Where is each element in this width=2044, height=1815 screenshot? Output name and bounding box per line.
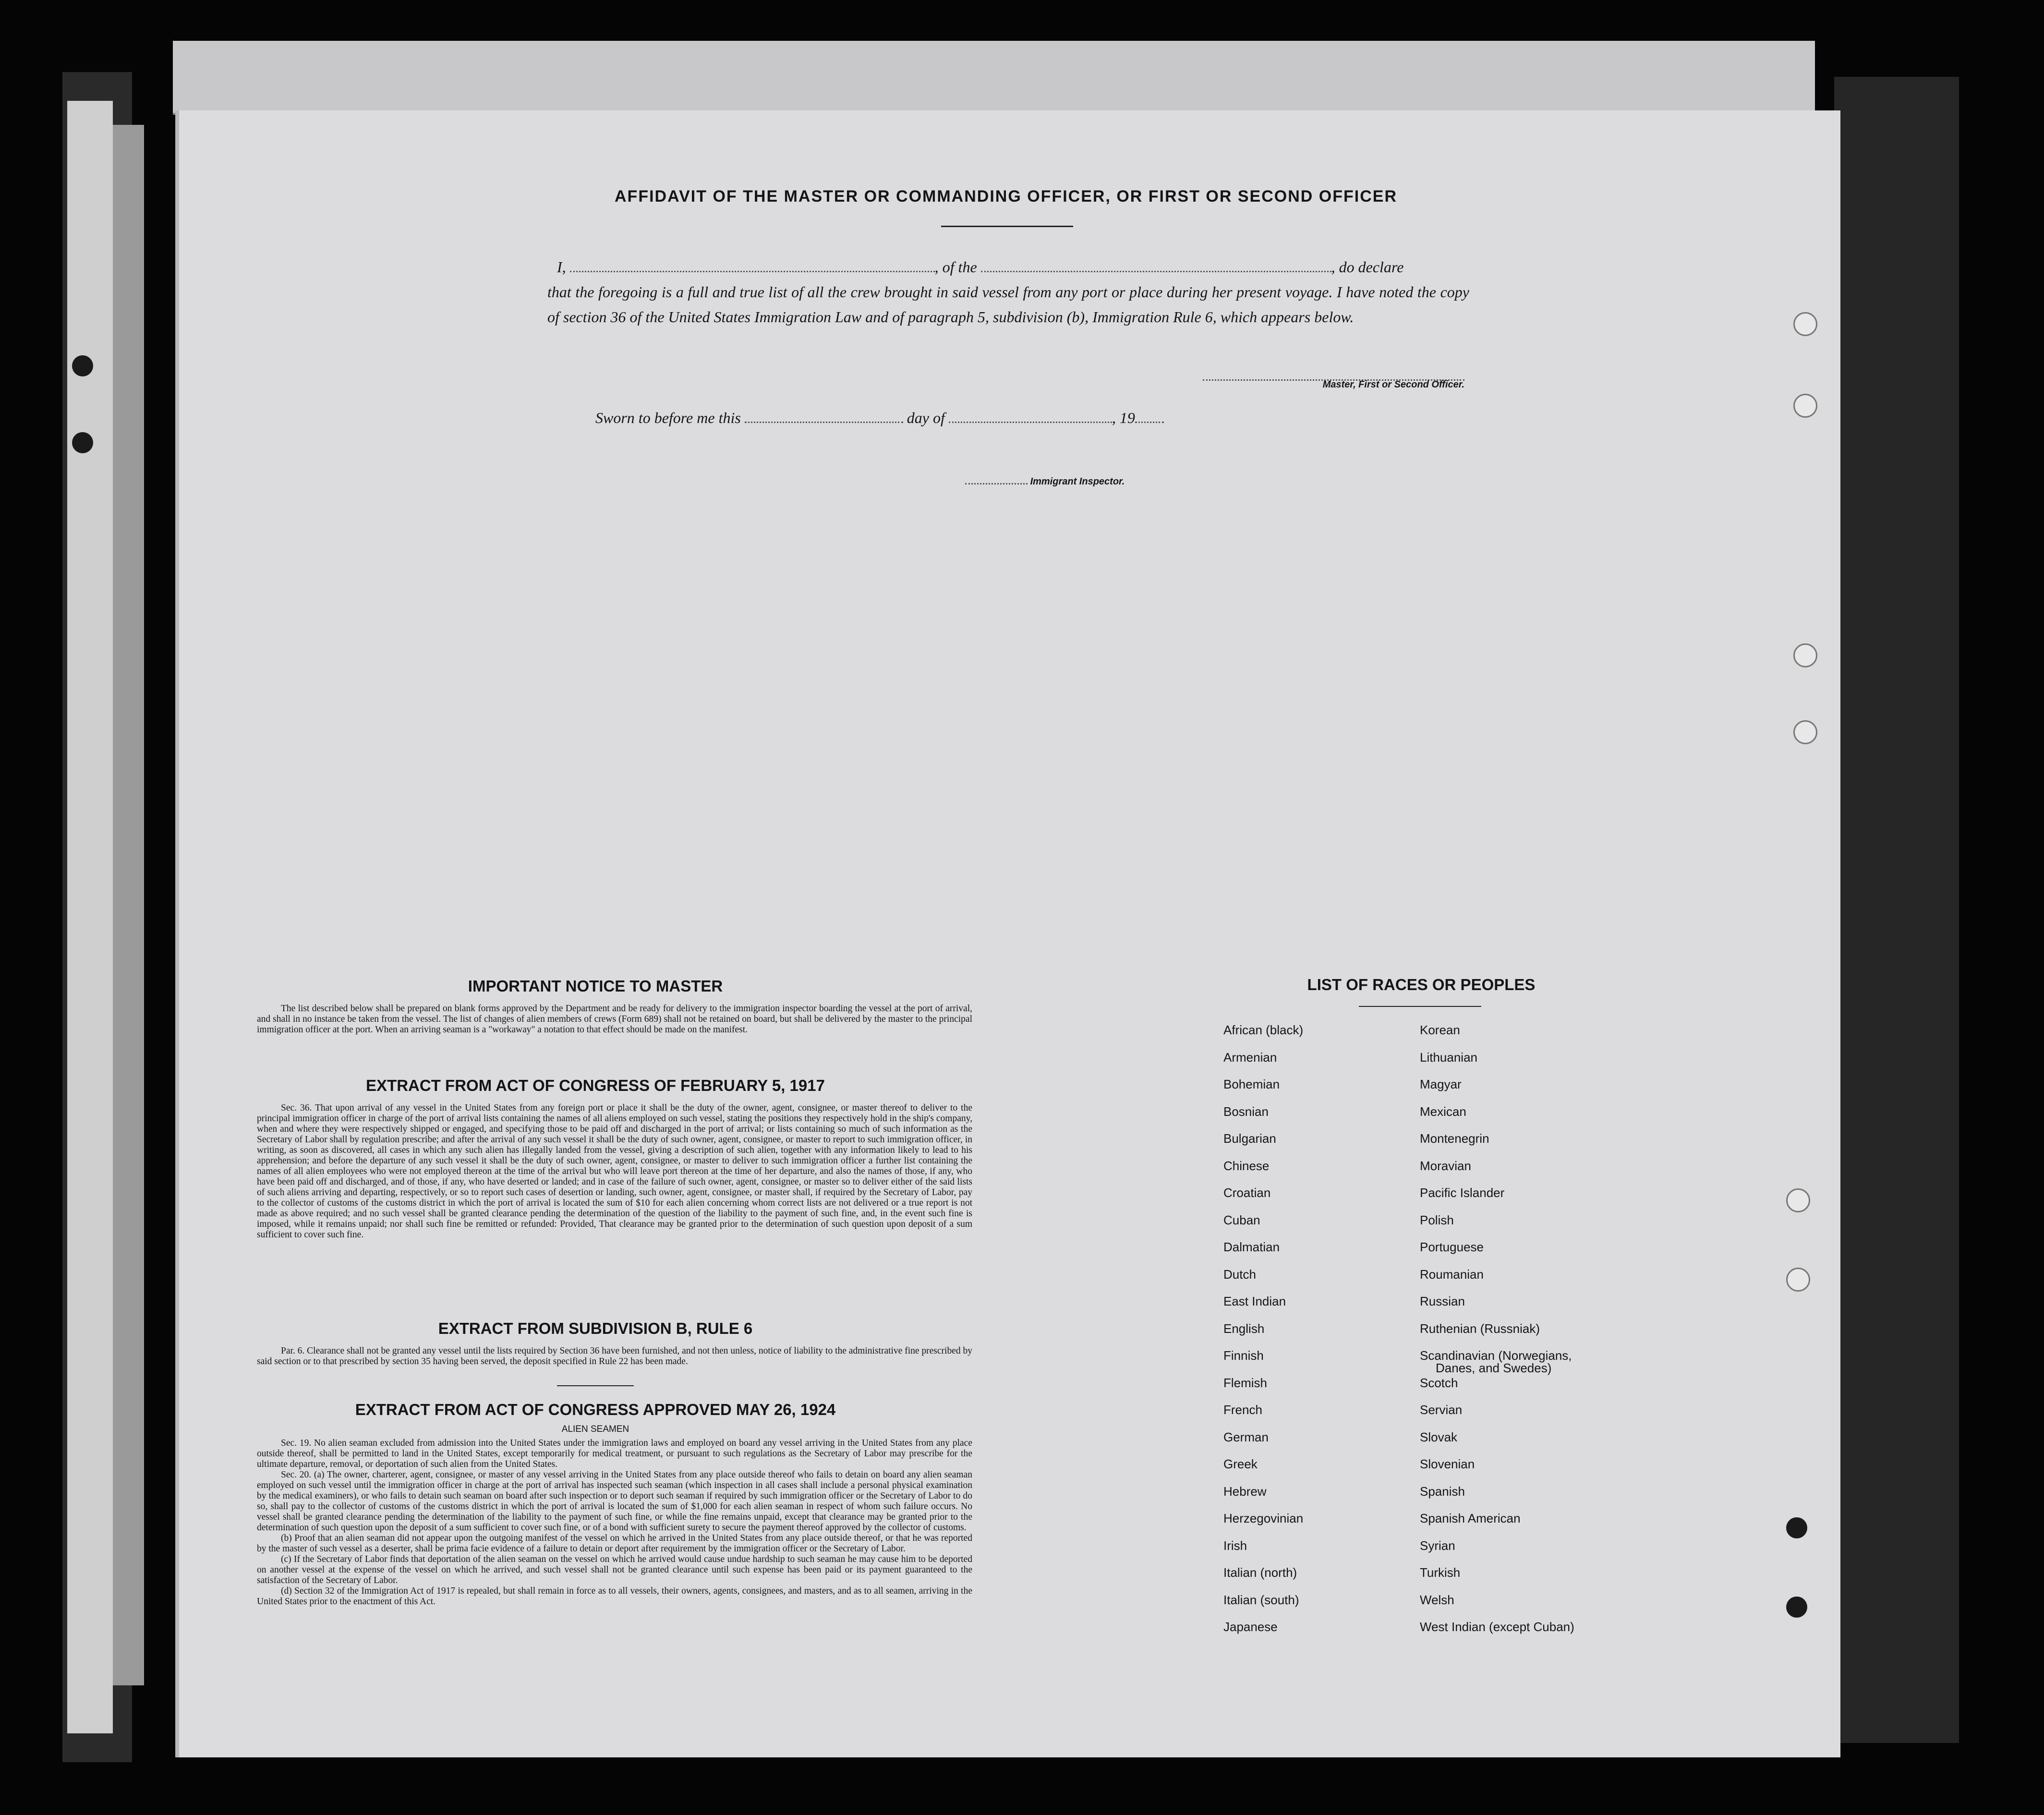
inspector-label: Immigrant Inspector. <box>1030 476 1125 487</box>
race-item: Montenegrin <box>1420 1131 1489 1146</box>
binder-hole <box>1793 720 1817 744</box>
binder-hole <box>1786 1268 1810 1292</box>
race-item: Ruthenian (Russniak) <box>1420 1321 1540 1336</box>
race-item: Dalmatian <box>1223 1240 1280 1254</box>
sworn-year-field[interactable] <box>1135 409 1164 423</box>
subdivision-b-text: Par. 6. Clearance shall not be granted any vessel until the lists required by Section 36 have been furnished, and not then unless, notice of liability to the administrative fine prescribed by said section or to that prescribed by section 35 having been served, the deposit specified in Rule 22 has been made. <box>257 1346 972 1367</box>
act-1924-sec19: Sec. 19. No alien seaman excluded from admission into the United States under the immigration laws and employed on board any vessel arriving in the United States from any place outside thereof, shall be permitted to land in the United States, except temporarily for medical treatment, or pursuant to such regulations as the Secretary of Labor may prescribe for the ultimate departure, removal, or deportation of such alien from the United States. <box>257 1438 972 1469</box>
race-item: Bohemian <box>1223 1077 1280 1091</box>
race-item: Russian <box>1420 1294 1465 1308</box>
affidavit-title: AFFIDAVIT OF THE MASTER OR COMMANDING OFFICER, OR FIRST OR SECOND OFFICER <box>615 187 1397 206</box>
act-1917-text: Sec. 36. That upon arrival of any vessel in the United States from any foreign port or place it shall be the duty of the owner, agent, consignee, or master thereof to deliver to the principal immigration officer in charge of the port of arrival lists containing the names of all aliens employed on such vessel, stating the positions they respectively hold in the ship's company, when and where they were respectively shipped or engaged, and specifying those to be paid off and discharged in the port of arrival; or lists containing so much of such information as the Secretary of Labor shall by regulation prescribe; and after the arrival of any such vessel it shall be the duty of such owner, agent, consignee, or master to report to such immigration officer, in writing, as soon as discovered, all cases in which any such alien has illegally landed from the vessel, giving a description of such alien, together with any information likely to lead to his apprehension; and before the departure of any such vessel it shall be the duty of such owner, agent, consignee, or master to deliver to such immigration officer a further list containing the names of all alien employees who were not employed thereon at the time of the arrival but who will leave port thereon at the time of her departure, and also the names of those, if any, who have been paid off and discharged, and of those, if any, who have deserted or landed; and in case of the failure of such owner, agent, consignee, or master so to deliver either of the said lists of such aliens arriving and departing, respectively, or so to report such cases of desertion or landing, such owner, agent, consignee, or master shall, if required by the Secretary of Labor, pay to the collector of customs of the customs district in which the port of arrival is located the sum of $10 for each alien concerning whom correct lists are not delivered or a true report is not made as above required; and no such vessel shall be granted clearance pending the determination of the question of the liability to the payment of such fine, and, in the event such fine is imposed, while it remains unpaid; nor shall such fine be remitted or refunded: Provided, That clearance may be granted prior to the determination of such question upon deposit of a sum sufficient to cover such fine. <box>257 1103 972 1240</box>
race-item: Cuban <box>1223 1212 1260 1227</box>
affidavit-body <box>547 254 1469 329</box>
race-item: Scandinavian (Norwegians, <box>1420 1348 1572 1363</box>
year-prefix: , 19 <box>1112 409 1135 426</box>
vessel-name-field[interactable] <box>981 258 1331 272</box>
underlying-sheet <box>173 41 1815 115</box>
notice-text: The list described below shall be prepared on blank forms approved by the Department and be ready for delivery to the immigration inspector boarding the vessel at the port of arrival, and shall in no instance be taken from the vessel. The list of changes of alien members of crews (Form 689) shall not be retained on board, but shall be delivered by the master to the principal immigration officer at the port. When an arriving seaman is a "workaway" a notation to that effect should be made on the manifest. <box>257 1004 972 1035</box>
inspector-signature-field[interactable] <box>965 476 1028 484</box>
inspector-line <box>965 476 1157 487</box>
sworn-line <box>595 409 1316 427</box>
race-item: Italian (south) <box>1223 1592 1299 1607</box>
act-1924-sec20c: (c) If the Secretary of Labor finds that deportation of the alien seaman on the vessel on which he arrived would cause undue hardship to such seaman he may cause him to be deported on another vessel at the expense of the vessel on which he arrived, and such vessel shall not be granted clearance until such expense has been paid or its payment guaranteed to the satisfaction of the Secretary of Labor. <box>257 1554 972 1585</box>
race-item: Japanese <box>1223 1620 1278 1634</box>
binder-hole <box>1786 1188 1810 1212</box>
race-item: French <box>1223 1403 1262 1417</box>
race-item: Turkish <box>1420 1565 1461 1580</box>
binder-hole <box>1793 312 1817 336</box>
race-item: Bosnian <box>1223 1104 1269 1119</box>
sworn-month-field[interactable] <box>949 409 1112 423</box>
race-item: Italian (north) <box>1223 1565 1297 1580</box>
subdivision-b-title: EXTRACT FROM SUBDIVISION B, RULE 6 <box>438 1319 753 1337</box>
race-item: Slovenian <box>1420 1457 1475 1471</box>
race-item: Magyar <box>1420 1077 1462 1091</box>
race-item: Slovak <box>1420 1429 1458 1444</box>
binder-hole <box>1786 1597 1807 1618</box>
binder-hole <box>1793 643 1817 667</box>
sworn-label: Sworn to before me this <box>595 409 741 426</box>
sworn-day-field[interactable] <box>745 409 903 423</box>
declare-label: , do declare <box>1331 258 1404 276</box>
race-item: Spanish American <box>1420 1511 1521 1525</box>
race-item: Syrian <box>1420 1538 1455 1553</box>
race-item: Flemish <box>1223 1375 1268 1390</box>
race-item: Herzegovinian <box>1223 1511 1304 1525</box>
races-title-rule <box>1359 1006 1481 1007</box>
subdivision-b-block <box>257 1346 972 1367</box>
race-item: Spanish <box>1420 1484 1465 1499</box>
race-item: Korean <box>1420 1023 1460 1037</box>
race-item: Portuguese <box>1420 1240 1484 1254</box>
race-item: Armenian <box>1223 1050 1277 1065</box>
race-item: Moravian <box>1420 1158 1471 1173</box>
races-title: LIST OF RACES OR PEOPLES <box>1307 976 1536 993</box>
binder-hole <box>72 355 93 376</box>
race-item: Chinese <box>1223 1158 1270 1173</box>
act-1924-title: EXTRACT FROM ACT OF CONGRESS APPROVED MAY 26, 1924 <box>355 1401 836 1418</box>
act-1924-sec20a: Sec. 20. (a) The owner, charterer, agent, consignee, or master of any vessel arriving in the United States from any place outside thereof who fails to detain on board any alien seaman employed on such vessel until the immigration officer in charge at the port of arrival has inspected such seaman (which inspection in all cases shall include a personal physical examination by the medical examiners), or who fails to detain such seaman on board after such inspection or to deport such seaman if required by such immigration officer or the Secretary of Labor to do so, shall pay to the collector of customs of the customs district in which the port of arrival is located the sum of $1,000 for each alien seaman in respect of whom such failure occurs. No vessel shall be granted clearance pending the determination of the liability to the payment of such fine, or while the fine remains unpaid, except that clearance may be granted prior to the determination of such question upon the deposit of a sum sufficient to cover such fine, or of a bond with sufficient surety to secure the payment thereof approved by the collector of customs. <box>257 1470 972 1533</box>
race-item: English <box>1223 1321 1265 1336</box>
declarant-prefix: I, <box>557 258 566 276</box>
race-item: Servian <box>1420 1403 1463 1417</box>
act-1924-sec20d: (d) Section 32 of the Immigration Act of 1917 is repealed, but shall remain in force as to all vessels, their owners, agents, consignees, and masters, and as to all seamen, arriving in the United States prior to the enactment of this Act. <box>257 1586 972 1607</box>
binder-hole <box>72 432 93 453</box>
race-item: Greek <box>1223 1457 1258 1471</box>
notice-title: IMPORTANT NOTICE TO MASTER <box>468 977 723 995</box>
race-item: African (black) <box>1223 1023 1304 1037</box>
act-1924-block <box>257 1438 972 1607</box>
section-rule <box>557 1385 634 1386</box>
race-item: West Indian (except Cuban) <box>1420 1620 1574 1634</box>
race-item: Roumanian <box>1420 1267 1484 1282</box>
title-rule <box>941 226 1073 227</box>
binder-hole <box>1793 394 1817 418</box>
binding-strip-inner <box>113 125 144 1685</box>
race-item: Finnish <box>1223 1348 1264 1363</box>
race-item: Scotch <box>1420 1375 1458 1390</box>
race-item: Pacific Islander <box>1420 1186 1505 1200</box>
race-item: East Indian <box>1223 1294 1286 1308</box>
alien-seamen-subtitle: ALIEN SEAMEN <box>561 1424 629 1434</box>
race-item: Croatian <box>1223 1186 1271 1200</box>
race-item: Hebrew <box>1223 1484 1267 1499</box>
declarant-name-field[interactable] <box>570 258 935 272</box>
act-1917-block <box>257 1103 972 1240</box>
race-item: German <box>1223 1429 1269 1444</box>
notice-text-block <box>257 1004 972 1035</box>
day-of-label: day of <box>907 409 945 426</box>
race-item: Mexican <box>1420 1104 1466 1119</box>
of-the-label: , of the <box>934 258 977 276</box>
race-item: Dutch <box>1223 1267 1256 1282</box>
declaration-text: that the foregoing is a full and true list of all the crew brought in said vessel from any port or place during her present voyage. I have noted the copy of section 36 of the United States Immigration Law and of paragraph 5, subdivision (b), Immigration Rule 6, which appears below. <box>547 283 1469 326</box>
act-1924-sec20b: (b) Proof that an alien seaman did not appear upon the outgoing manifest of the vessel on which he arrived in the United States from any place outside thereof, or that he was reported by the master of such vessel as a deserter, shall be prima facie evidence of a failure to detain or deport after requirement by the immigration officer or the Secretary of Labor. <box>257 1533 972 1554</box>
race-item: Welsh <box>1420 1592 1454 1607</box>
race-item: Polish <box>1420 1212 1454 1227</box>
binder-hole <box>1786 1517 1807 1538</box>
race-item: Danes, and Swedes) <box>1436 1361 1552 1375</box>
act-1917-title: EXTRACT FROM ACT OF CONGRESS OF FEBRUARY 5, 1917 <box>366 1077 825 1094</box>
scan-right-edge <box>1834 77 1959 1743</box>
master-signature-label: Master, First or Second Officer. <box>1322 379 1464 390</box>
race-item: Lithuanian <box>1420 1050 1477 1065</box>
binding-strip <box>67 101 113 1733</box>
race-item: Irish <box>1223 1538 1247 1553</box>
race-item: Bulgarian <box>1223 1131 1276 1146</box>
